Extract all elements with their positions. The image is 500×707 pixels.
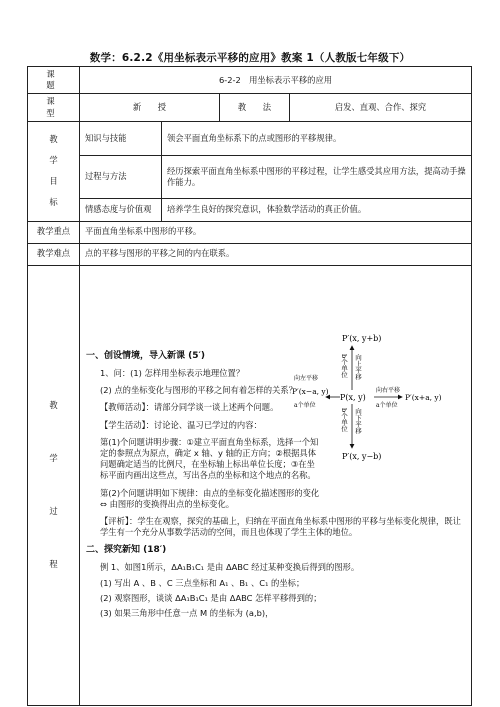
goal-row-3 <box>28 198 472 221</box>
type-label: 课 型 <box>28 94 80 121</box>
paragraph: 【学生活动】：讨论论、温习已学过的内容： <box>100 419 262 430</box>
section-2-title: 二、探究新知 (18′) <box>86 545 167 556</box>
topic-value: 6-2-2 用坐标表示平移的应用 <box>80 67 472 94</box>
label-right-unit: a个单位 <box>376 402 398 409</box>
process-label: 教 学 过 程 <box>28 265 80 705</box>
label-up: 向上平移 <box>354 354 362 380</box>
label-left: 向左平移 <box>294 375 319 382</box>
method-value: 启发、直观、合作、探究 <box>290 94 472 121</box>
label-up-unit: b个单位 <box>340 354 348 378</box>
method-label: 教 法 <box>220 94 290 121</box>
key-point-row <box>28 221 472 243</box>
point-bottom: P′(x, y−b) <box>342 452 382 461</box>
key-point-value: 平面直角坐标系中图形的平移。 <box>80 221 472 243</box>
point-center: P(x, y) <box>340 393 366 402</box>
type-row <box>28 94 472 121</box>
paragraph: 例 1、如图1所示，ΔA₁B₁C₁ 是由 ΔABC 经过某种变换后得到的图形。 <box>100 562 360 573</box>
paragraph: 【评析】：学生在观察，探究的基础上，归纳在平面直角坐标系中图形的平移与坐标变化规律，既让学生有一个充分从事数学活动的空间，而且也体现了学生主体的地位。 <box>100 515 461 538</box>
goal-name: 知识与技能 <box>80 121 162 155</box>
goal-name: 情感态度与价值观 <box>80 198 162 221</box>
paragraph: (2) 观察图形，谈谈 ΔA₁B₁C₁ 是由 ΔABC 怎样平移得到的； <box>100 592 322 603</box>
difficulty-value: 点的平移与图形的平移之间的内在联系。 <box>80 243 472 265</box>
process-row <box>28 265 472 705</box>
goal-text: 培养学生良好的探究意识，体验数学活动的真正价值。 <box>162 198 472 221</box>
type-value: 新 授 <box>80 94 220 121</box>
paragraph: 第(2)个问题讲明如下规律：由点的坐标变化描述图形的变化 ⇔ 由图形的变换得出点的坐标变化。 <box>100 487 320 509</box>
topic-label: 课 题 <box>28 67 80 94</box>
difficulty-label: 教学难点 <box>28 243 80 265</box>
paragraph: 第(1)个问题讲明步骤：①建立平面直角坐标系，选择一个知定的参照点为原点，确定 x 轴、y 轴的正方向；②根据具体问题确定适当的比例尺，在坐标轴上标出单位长度；③在坐标平面内画出这些点，写出各点的坐标和这个地点的名称。 <box>100 436 319 481</box>
goal-text: 经历探索平面直角坐标系中图形的平移过程，让学生感受其应用方法，提高动手操作能力。 <box>162 156 472 199</box>
label-down-unit: b个单位 <box>340 408 348 432</box>
difficulty-row <box>28 243 472 265</box>
goal-row-1 <box>28 121 472 155</box>
process-content <box>80 265 472 705</box>
translation-diagram <box>292 332 472 462</box>
goal-name: 过程与方法 <box>80 156 162 199</box>
goal-text: 领会平面直角坐标系下的点或图形的平移规律。 <box>162 121 472 155</box>
paragraph: (2) 点的坐标变化与图形的平移之间有着怎样的关系？ <box>100 385 297 396</box>
point-top: P′(x, y+b) <box>342 334 382 343</box>
point-right: P′(x+a, y) <box>405 393 442 402</box>
topic-row <box>28 67 472 94</box>
label-left-unit: a个单位 <box>294 402 316 409</box>
label-down: 向下平移 <box>354 408 362 434</box>
paragraph: (3) 如果三角形中任意一点 M 的坐标为 (a,b)， <box>100 607 274 618</box>
paragraph: (1) 写出 A 、B 、C 三点坐标和 A₁ 、B₁ 、C₁ 的坐标； <box>100 577 305 588</box>
paragraph: 【教师活动】：请部分同学谈一谈上述两个问题。 <box>100 402 279 413</box>
point-left: P′(x−a, y) <box>292 387 329 396</box>
key-point-label: 教学重点 <box>28 221 80 243</box>
paragraph: 1、问：(1) 怎样用坐标表示地理位置？ <box>100 368 245 378</box>
goal-row-2 <box>28 156 472 199</box>
section-1-title: 一、创设情境，导入新课 (5′) <box>86 350 205 361</box>
label-right: 向右平移 <box>376 387 401 394</box>
goals-label: 教 学 目 标 <box>28 121 80 221</box>
document-title: 数学：6.2.2《用坐标表示平移的应用》教案 1（人教版七年级下） <box>89 52 411 64</box>
